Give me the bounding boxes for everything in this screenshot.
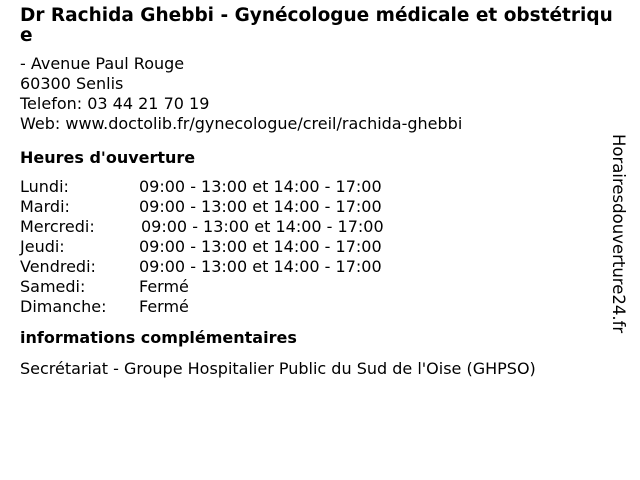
day-label: Dimanche: (20, 297, 107, 316)
watermark-text: Horairesdouverture24.fr (609, 134, 628, 334)
day-label: Mardi: (20, 197, 70, 216)
time-value: 09:00 - 13:00 et 14:00 - 17:00 (139, 237, 382, 256)
hours-row-saturday (20, 277, 610, 297)
address-street: - Avenue Paul Rouge (20, 54, 185, 73)
time-value: 09:00 - 13:00 et 14:00 - 17:00 (139, 177, 382, 196)
day-label: Vendredi: (20, 257, 96, 276)
time-value: Fermé (139, 277, 189, 296)
time-value: Fermé (139, 297, 189, 316)
day-label: Mercredi: (20, 217, 95, 236)
time-value: 09:00 - 13:00 et 14:00 - 17:00 (139, 257, 382, 276)
time-value: 09:00 - 13:00 et 14:00 - 17:00 (141, 217, 384, 236)
address-city: 60300 Senlis (20, 74, 124, 93)
business-title: Dr Rachida Ghebbi - Gynécologue médicale et obstétrique (20, 5, 613, 46)
hours-row-tuesday (20, 197, 610, 217)
hours-row-sunday (20, 297, 610, 317)
hours-heading: Heures d'ouverture (20, 148, 196, 167)
day-label: Samedi: (20, 277, 86, 296)
time-value: 09:00 - 13:00 et 14:00 - 17:00 (139, 197, 382, 216)
info-text: Secrétariat - Groupe Hospitalier Public du Sud de l'Oise (GHPSO) (20, 359, 536, 378)
address-web: Web: www.doctolib.fr/gynecologue/creil/rachida-ghebbi (20, 114, 463, 133)
hours-row-wednesday (20, 217, 610, 237)
hours-row-friday (20, 257, 610, 277)
business-card (20, 5, 613, 379)
hours-row-monday (20, 177, 610, 197)
hours-table (20, 177, 610, 317)
day-label: Jeudi: (20, 237, 65, 256)
hours-row-thursday (20, 237, 610, 257)
day-label: Lundi: (20, 177, 69, 196)
address-block (20, 54, 610, 134)
info-heading: informations complémentaires (20, 328, 297, 347)
address-phone: Telefon: 03 44 21 70 19 (20, 94, 210, 113)
watermark (605, 134, 635, 374)
